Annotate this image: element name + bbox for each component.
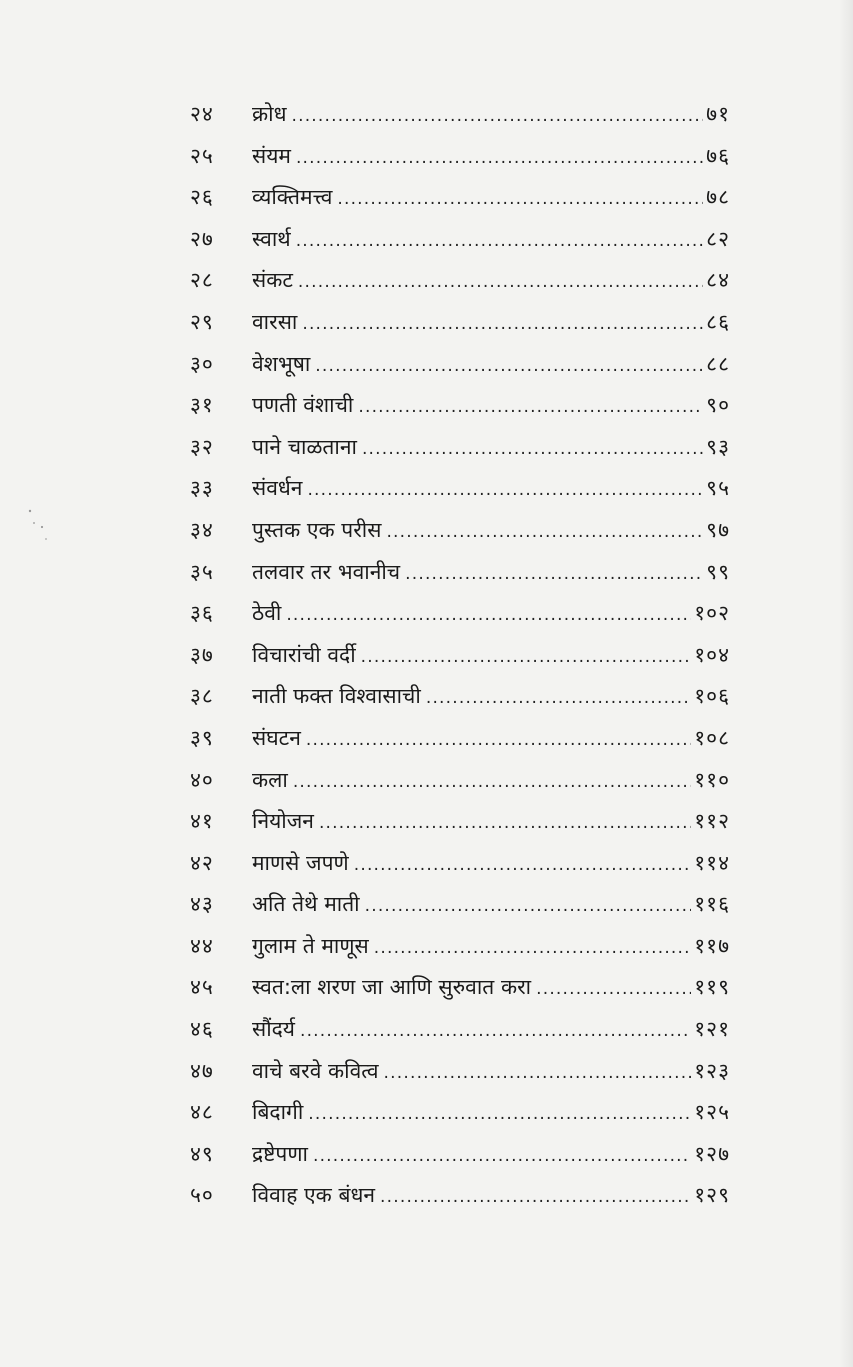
toc-entry-page-number: ९७ — [706, 517, 730, 542]
toc-entry-title: नियोजन — [252, 809, 314, 834]
toc-entry-page-number: १०८ — [694, 725, 730, 750]
toc-entry-number: २५ — [190, 143, 214, 168]
toc-entry-number: २८ — [190, 268, 214, 293]
toc-entry — [190, 219, 730, 261]
toc-entry-page-number: ७६ — [706, 143, 730, 168]
toc-dot-leader — [315, 346, 703, 388]
toc-entry-number: २६ — [190, 185, 214, 210]
toc-entry — [190, 1134, 730, 1176]
toc-entry-title: तलवार तर भवानीच — [252, 559, 401, 584]
toc-entry-number: ३९ — [190, 725, 214, 750]
toc-dot-leader — [308, 1094, 691, 1136]
toc-entry-number: ४५ — [190, 975, 214, 1000]
toc-entry-page-number: ७१ — [706, 102, 730, 126]
toc-entry-page-number: १०६ — [694, 684, 730, 709]
toc-dot-leader — [293, 762, 691, 804]
toc-entry-title: अति तेथे माती — [252, 892, 360, 917]
toc-entry — [190, 510, 730, 552]
toc-entry — [190, 1009, 730, 1051]
toc-entry-title: ठेवी — [252, 601, 282, 626]
toc-entry-number: ३२ — [190, 434, 214, 459]
toc-entry-page-number: १०४ — [694, 642, 730, 667]
toc-entry — [190, 427, 730, 469]
toc-entry-number: ३६ — [190, 601, 214, 626]
toc-entry-page-number: १२९ — [694, 1183, 730, 1208]
toc-entry-number: ३५ — [190, 559, 214, 584]
toc-entry-page-number: ११६ — [694, 892, 730, 917]
toc-dot-leader — [380, 1177, 691, 1219]
toc-dot-leader — [384, 1053, 692, 1095]
toc-entry-title: बिदागी — [252, 1100, 304, 1125]
toc-entry-number: ३४ — [190, 517, 214, 542]
toc-entry-number: ४३ — [190, 892, 214, 917]
toc-entry — [190, 760, 730, 802]
toc-entry-number: ३१ — [190, 393, 214, 418]
toc-entry-title: सौंदर्य — [252, 1017, 295, 1042]
toc-entry-title: द्रष्टेपणा — [252, 1141, 308, 1166]
toc-entry-page-number: ११० — [694, 767, 730, 792]
toc-entry-title: संघटन — [252, 725, 301, 750]
toc-dot-leader — [362, 429, 703, 471]
toc-entry — [190, 344, 730, 386]
toc-entry-page-number: ७८ — [706, 185, 730, 210]
toc-entry-title: संयम — [252, 143, 291, 168]
toc-dot-leader — [536, 969, 691, 1011]
toc-entry-page-number: ९५ — [706, 476, 730, 501]
toc-entry-number: २९ — [190, 309, 214, 334]
toc-dot-leader — [296, 221, 703, 263]
toc-dot-leader — [307, 470, 703, 512]
toc-entry-page-number: १२७ — [694, 1141, 730, 1166]
toc-dot-leader — [358, 387, 703, 429]
toc-dot-leader — [296, 138, 703, 180]
toc-entry-number: ४२ — [190, 850, 214, 875]
toc-entry-number: ४१ — [190, 809, 214, 834]
paper-speck-mark — [24, 505, 52, 545]
toc-entry-title: स्वत:ला शरण जा आणि सुरुवात करा — [252, 975, 532, 1000]
toc-dot-leader — [354, 845, 691, 887]
toc-entry-page-number: १२१ — [694, 1017, 730, 1042]
toc-dot-leader — [298, 262, 703, 304]
toc-entry-title: वाचे बरवे कवित्व — [252, 1058, 379, 1083]
toc-entry-title: पुस्तक एक परीस — [252, 517, 382, 542]
toc-dot-leader — [365, 886, 692, 928]
toc-entry-page-number: ९० — [706, 393, 730, 418]
toc-dot-leader — [291, 96, 703, 138]
toc-entry-page-number: ८२ — [706, 226, 730, 251]
toc-entry-title: पणती वंशाची — [252, 393, 354, 418]
toc-entry-number: २७ — [190, 226, 214, 251]
toc-dot-leader — [426, 678, 691, 720]
toc-entry — [190, 635, 730, 677]
toc-entry-number: ३७ — [190, 642, 214, 667]
toc-entry — [190, 718, 730, 760]
toc-dot-leader — [306, 720, 691, 762]
toc-entry — [190, 801, 730, 843]
toc-entry-title: व्यक्तिमत्त्व — [252, 185, 333, 210]
toc-entry-title: वारसा — [252, 309, 298, 334]
toc-entry-title: कला — [252, 767, 288, 792]
toc-entry-title: पाने चाळताना — [252, 434, 357, 459]
toc-entry-title: विवाह एक बंधन — [252, 1183, 376, 1208]
toc-entry-number: ३३ — [190, 476, 214, 501]
toc-entry — [190, 94, 730, 136]
toc-entry-number: ४८ — [190, 1100, 214, 1125]
toc-entry-number: ४७ — [190, 1058, 214, 1083]
toc-entry-number: ४४ — [190, 933, 214, 958]
toc-entry-title: माणसे जपणे — [252, 850, 349, 875]
toc-entry — [190, 676, 730, 718]
toc-dot-leader — [374, 928, 691, 970]
toc-entry-number: ४६ — [190, 1017, 214, 1042]
toc-dot-leader — [302, 304, 703, 346]
toc-entry — [190, 302, 730, 344]
toc-dot-leader — [319, 803, 691, 845]
toc-entry-title: वेशभूषा — [252, 351, 311, 376]
toc-entry — [190, 967, 730, 1009]
toc-entry-page-number: ९३ — [706, 434, 730, 459]
toc-entry — [190, 926, 730, 968]
toc-entry-title: गुलाम ते माणूस — [252, 933, 369, 958]
toc-entry-page-number: ८४ — [706, 268, 730, 293]
toc-entry — [190, 593, 730, 635]
toc-entry-title: संवर्धन — [252, 476, 303, 501]
page-edge-shadow — [839, 0, 853, 1367]
toc-entry — [190, 385, 730, 427]
toc-dot-leader — [337, 179, 703, 221]
toc-entry — [190, 468, 730, 510]
toc-entry — [190, 1092, 730, 1134]
toc-entry-page-number: ८६ — [706, 309, 730, 334]
toc-entry-number: ३० — [190, 351, 214, 376]
toc-entry-page-number: १२३ — [694, 1058, 730, 1083]
toc-entry-number: ३८ — [190, 684, 214, 709]
toc-entry-page-number: ११९ — [694, 975, 730, 1000]
toc-entry — [190, 552, 730, 594]
toc-entry-title: नाती फक्त विश्वासाची — [252, 684, 421, 709]
toc-dot-leader — [300, 1011, 691, 1053]
toc-entry-page-number: ११२ — [694, 809, 730, 834]
toc-entry-page-number: ११७ — [694, 933, 730, 958]
toc-entry-title: संकट — [252, 268, 293, 293]
toc-dot-leader — [361, 637, 692, 679]
table-of-contents — [190, 94, 730, 1217]
toc-entry-number: ४९ — [190, 1141, 214, 1166]
toc-entry — [190, 884, 730, 926]
toc-entry-page-number: ११४ — [694, 850, 730, 875]
toc-entry-page-number: ९९ — [706, 559, 730, 584]
toc-dot-leader — [313, 1136, 691, 1178]
toc-entry — [190, 177, 730, 219]
toc-entry-number: ४० — [190, 767, 214, 792]
toc-entry-page-number: १२५ — [694, 1100, 730, 1125]
toc-entry-number: २४ — [190, 102, 214, 126]
toc-entry-page-number: ८८ — [706, 351, 730, 376]
toc-entry-title: विचारांची वर्दी — [252, 642, 356, 667]
toc-dot-leader — [286, 595, 691, 637]
toc-entry — [190, 1051, 730, 1093]
toc-dot-leader — [405, 554, 703, 596]
toc-entry-title: क्रोध — [252, 102, 287, 126]
toc-entry — [190, 136, 730, 178]
toc-entry — [190, 1175, 730, 1217]
toc-entry — [190, 260, 730, 302]
toc-entry-number: ५० — [190, 1183, 214, 1208]
toc-entry-page-number: १०२ — [694, 601, 730, 626]
toc-dot-leader — [386, 512, 703, 554]
toc-entry-title: स्वार्थ — [252, 226, 291, 251]
toc-entry — [190, 843, 730, 885]
